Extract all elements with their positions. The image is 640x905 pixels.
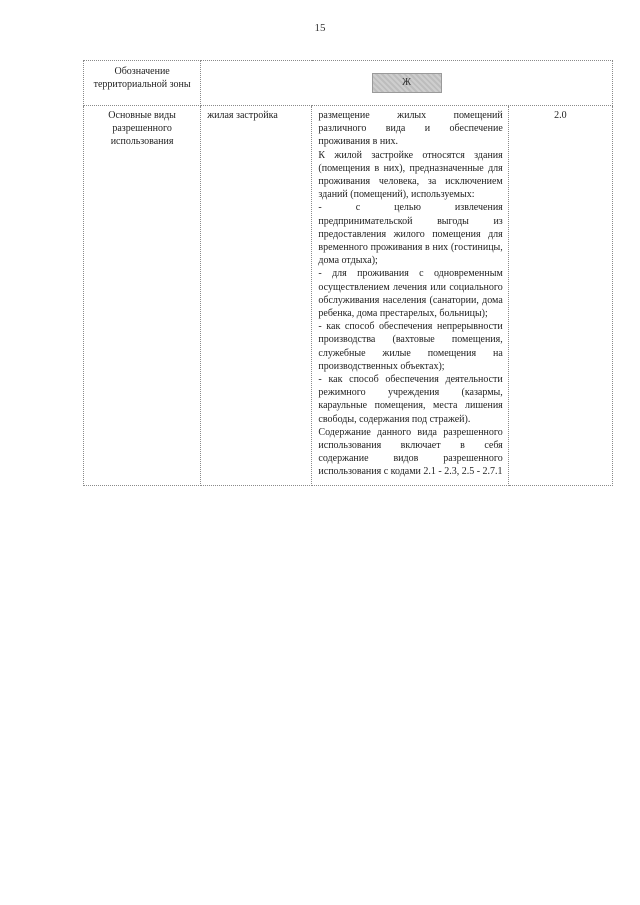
description-paragraph: - как способ обеспечения непрерывности производства (вахтовые помещения, служебные жилые помещения на производственных объектах); bbox=[318, 321, 503, 372]
zone-code-badge: Ж bbox=[372, 73, 442, 93]
use-category: Основные виды разрешенного использования bbox=[84, 106, 201, 486]
page-number: 15 bbox=[314, 22, 326, 34]
description-paragraph: - как способ обеспечения деятельности режимного учреждения (казармы, караульные помещения, места лишения свободы, содержания под стражей). bbox=[318, 374, 503, 425]
table-header-row bbox=[84, 61, 613, 106]
zone-designation-label: Обозначение территориальной зоны bbox=[84, 61, 201, 106]
description-paragraph: размещение жилых помещений различного вида и обеспечение проживания в них. bbox=[318, 110, 503, 148]
use-description bbox=[312, 106, 508, 486]
description-paragraph: Содержание данного вида разрешенного использования включает в себя содержание видов разрешенного использования с кодами 2.1 - 2.3, 2.5 - 2.7.1 bbox=[318, 426, 503, 478]
zoning-table bbox=[83, 60, 613, 486]
use-code: 2.0 bbox=[508, 106, 612, 486]
description-paragraph: - для проживания с одновременным осуществлением лечения или социального обслуживания населения (санатории, дома ребенка, дома престарелых, больницы); bbox=[318, 268, 503, 320]
description-paragraph: - с целью извлечения предпринимательской выгоды из предоставления жилого помещения для временного проживания в них (гостиницы, дома отдыха); bbox=[318, 202, 503, 267]
description-paragraph: К жилой застройке относятся здания (помещения в них), предназначенные для проживания человека, за исключением зданий (помещений), используемых: bbox=[318, 149, 503, 201]
table-row bbox=[84, 106, 613, 486]
zone-code-cell bbox=[201, 61, 613, 106]
use-name: жилая застройка bbox=[201, 106, 312, 486]
